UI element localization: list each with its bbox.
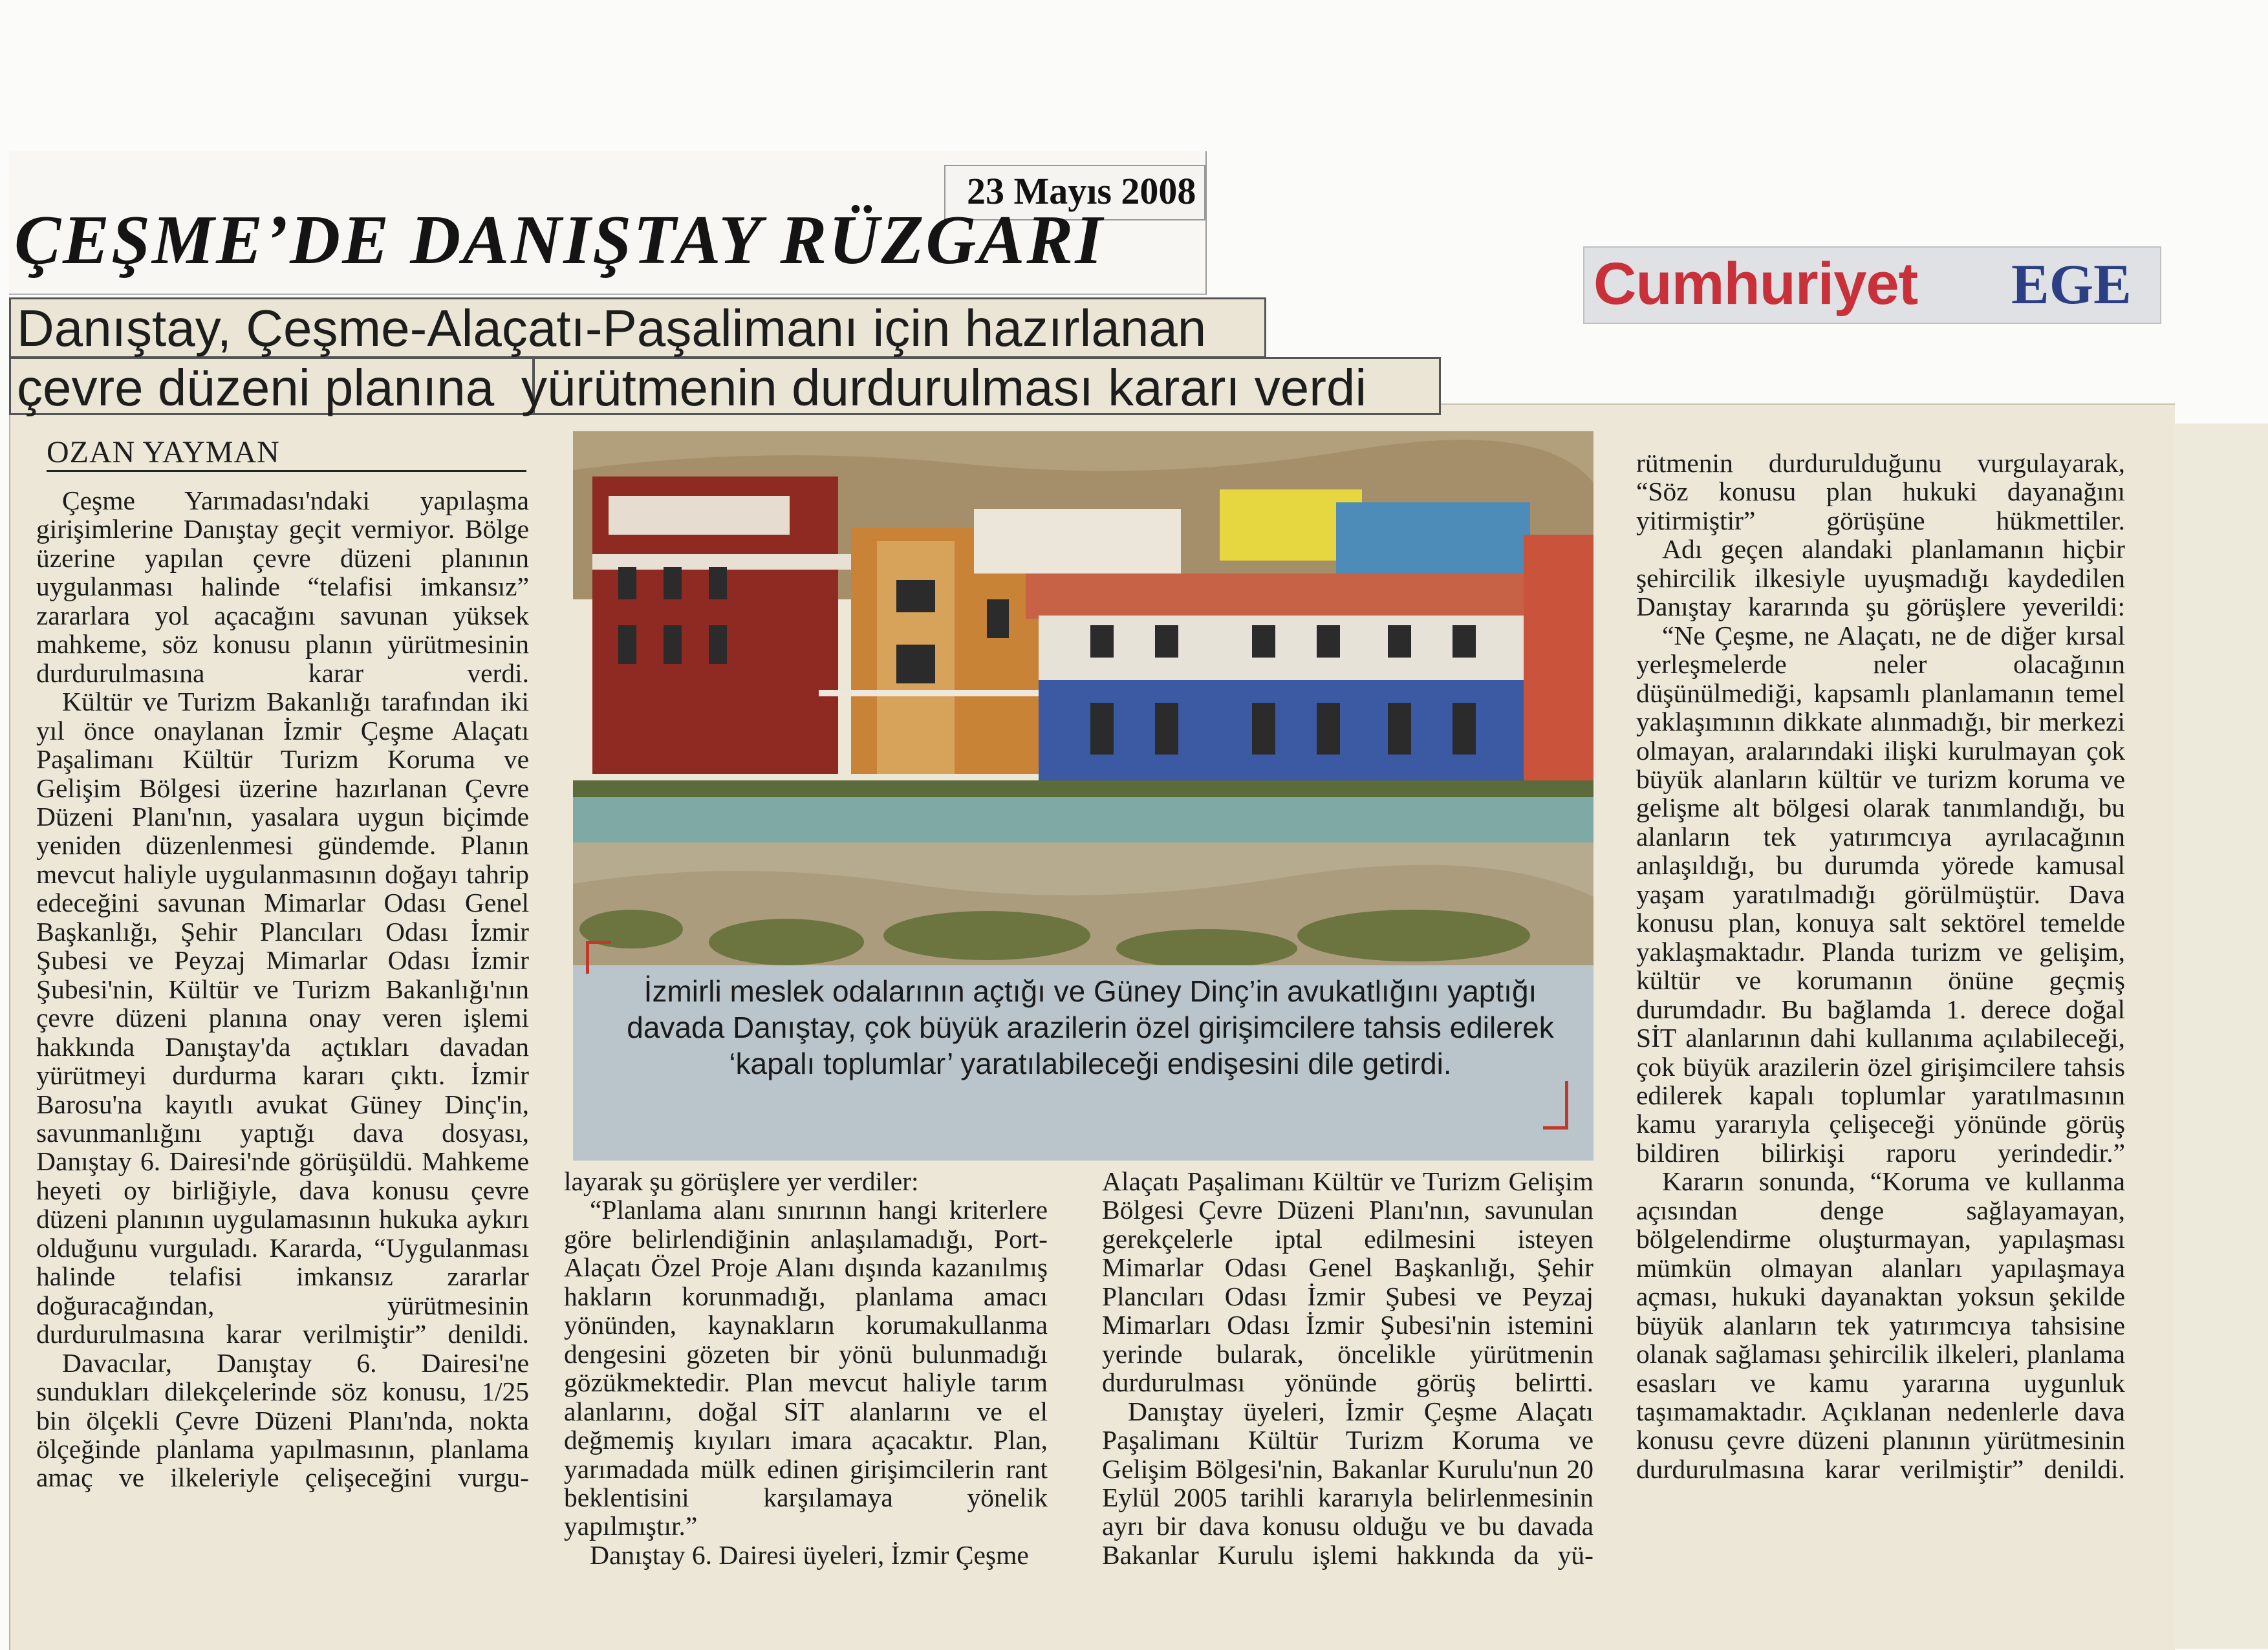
article-date: 23 Mayıs 2008: [967, 170, 1196, 212]
text-column-2: [564, 1167, 1048, 1569]
paragraph: “Ne Çeşme, ne Alaçatı, ne de diğer kırsal yerleşmelerde neler olacağının düşünülmediği, kapsamlı planlamanın temel yaklaşımının dikkate alınmadığı, bir merkezi olmayan, aralarındaki ilişki kurulmayan çok büyük alanların kültür ve turizm koruma ve gelişme alt bölgesi olarak tanımlandığı, bu alanların tek yatırımcıya ayrılacağının anlaşıldığı, bu durumda yörede kamusal yaşam yaratılmadığı görülmüştür. Dava konusu plan, konuya salt sektörel temelde yaklaşmaktadır. Planda turizm ve gelişim, kültür ve korumanın önüne geçmiş durumdadır. Bu bağlamda 1. derece doğal SİT alanlarının dahi kullanıma açılabileceği, çok büyük arazilerin özel girişimcilere tahsis edilerek kapalı toplumlar yaratılmasının kamu yararıyla çelişeceği yönünde görüş bildiren bilirkişi raporu yerindedir.”: [1636, 620, 2125, 1168]
photo-caption: İzmirli meslek odalarının açtığı ve Güney Dinç’in avukatlığını yaptığı davada Danıştay, çok büyük arazilerin özel girişimcilere tahsis edilerek ‘kapalı toplumlar’ yaratılabileceği endişesini dile getirdi.: [627, 974, 1554, 1080]
paragraph: rütmenin durdurulduğunu vurgulayarak, “Söz konusu plan hukuki dayanağını yitirmiştir” görüşüne hükmettiler.: [1636, 448, 2125, 535]
subheadline-line-2a: çevre düzeni planına: [17, 359, 495, 416]
paragraph: Kültür ve Turizm Bakanlığı tarafından iki yıl önce onaylanan İzmir Çeşme Alaçatı Paşalimanı Kültür Turizm Koruma ve Gelişim Bölgesi üzerine hazırlanan Çevre Düzeni Planı'nın, yasalara uygun biçimde yeniden düzenlenmesi gündemde. Planın mevcut haliyle uygulanmasının doğayı tahrip edeceğini savunan Mimarlar Odası Genel Başkanlığı, Şehir Plancıları Odası İzmir Şubesi ve Peyzaj Mimarlar Odası İzmir Şubesi'nin, Kültür ve Turizm Bakanlığı'nın çevre düzeni planına onay veren işlemi hakkında Danıştay'da açtıkları davadan yürütmeyi durdurma kararı çıktı. İzmir Barosu'na kayıtlı avukat Güney Dinç'in, savunmanlığını yaptığı dava dosyası, Danıştay 6. Dairesi'nde görüşüldü. Mahkeme heyeti oy birliğiyle, dava konusu çevre düzeni planının uygulamasının hukuka aykırı olduğunu vurguladı. Kararda, “Uygulanması halinde telafisi imkansız zararlar doğuracağından, yürütmesinin durdurulmasına karar verilmiştir” denildi.: [36, 687, 529, 1349]
newspaper-logo: [1583, 246, 2161, 324]
paragraph: Danıştay 6. Dairesi üyeleri, İzmir Çeşme: [590, 1539, 1029, 1570]
paragraph: Çeşme Yarımadası'ndaki yapılaşma girişimlerine Danıştay geçit vermiyor. Bölge üzerine yapılan çevre düzeni planının uygulanması halinde “telafisi imkansız” zararlara yol açacağını savunan yüksek mahkeme, söz konusu planın yürütmesinin durdurulmasına karar verdi.: [36, 486, 529, 688]
paragraph: Kararın sonunda, “Koruma ve kullanma açısından denge sağlayamayan, bölgelendirme oluşturmayan, yapılaşması mümkün olmayan alanları yapılaşmaya açması, hukuki dayanaktan yoksun şekilde büyük alanların tek yatırımcıya tahsisine olanak sağlaması şehircilik ilkeleri, planlama esasları ve kamu yararına uygunluk taşımamaktadır. Açıklanan nedenlerle dava konusu çevre düzeni planının yürütmesinin durdurulmasına karar verilmiştir” denildi.: [1636, 1166, 2125, 1484]
paragraph: Adı geçen alandaki planlamanın hiçbir şehircilik ilkesiyle uyuşmadığı kaydedilen Danıştay kararında şu görüşlere yeverildi:: [1636, 534, 2125, 622]
paragraph: layarak şu görüşlere yer verdiler:: [564, 1166, 919, 1196]
paragraph: Davacılar, Danıştay 6. Dairesi'ne sundukları dilekçelerinde söz konusu, 1/25 bin ölçekli Çevre Düzeni Planı'nda, nokta ölçeğinde planlama yapılmasının, planlama amaç ve ilkeleriyle çelişeceğini vurgu-: [36, 1347, 529, 1493]
text-column-3: [1102, 1167, 1593, 1569]
subheadline-line-1: Danıştay, Çeşme-Alaçatı-Paşalimanı için hazırlanan: [17, 299, 1207, 357]
logo-edition: EGE: [2011, 253, 2132, 316]
paragraph: “Planlama alanı sınırının hangi kriterlere göre belirlendiğinin anlaşılamadığı, Port-Alaçatı Özel Proje Alanı dışında kazanılmış hakların korunmadığı, planlama amacı yönünden, kaynakların korumakullanma dengesini gözeten bir yönü bulunmadığı gözükmektedir. Plan mevcut haliyle tarım alanlarını, doğal SİT alanlarını ve el değmemiş kıyıları imara açacaktır. Plan, yarımadada mülk edinen girişimcilerin rant beklentisini karşılamaya yönelik yapılmıştır.”: [564, 1195, 1048, 1541]
text-column-1: [36, 486, 529, 1492]
logo-name: Cumhuriyet: [1593, 251, 1918, 317]
headline: ÇEŞME’DE DANIŞTAY RÜZGARI: [14, 202, 1105, 279]
paragraph: Danıştay üyeleri, İzmir Çeşme Alaçatı Paşalimanı Kültür Turizm Koruma ve Gelişim Bölgesi'nin, Bakanlar Kurulu'nun 20 Eylül 2005 tarihli kararıyla belirlenmesinin ayrı bir dava konusu olduğu ve bu davada Bakanlar Kurulu işlemi hakkında da yü-: [1102, 1396, 1593, 1570]
caption-corner-mark: [1543, 1081, 1568, 1130]
paragraph: Alaçatı Paşalimanı Kültür ve Turizm Gelişim Bölgesi Çevre Düzeni Planı'nın, savunulan gerekçelerle iptal edilmesini isteyen Mimarlar Odası Genel Başkanlığı, Şehir Plancıları Odası İzmir Şubesi ve Peyzaj Mimarları Odası İzmir Şubesi'nin istemini yerinde bularak, öncelikle yürütmenin durdurulması yönünde görüş belirtti.: [1102, 1166, 1593, 1398]
byline-rule: [47, 470, 526, 472]
text-column-4: [1636, 449, 2125, 1483]
author-byline: OZAN YAYMAN: [47, 435, 280, 469]
subheadline-line-2b: yürütmenin durdurulması kararı verdi: [521, 359, 1367, 416]
caption-corner-mark: [586, 941, 611, 974]
clipping-edge: [2174, 423, 2268, 1649]
article-photo: [573, 431, 1593, 1161]
